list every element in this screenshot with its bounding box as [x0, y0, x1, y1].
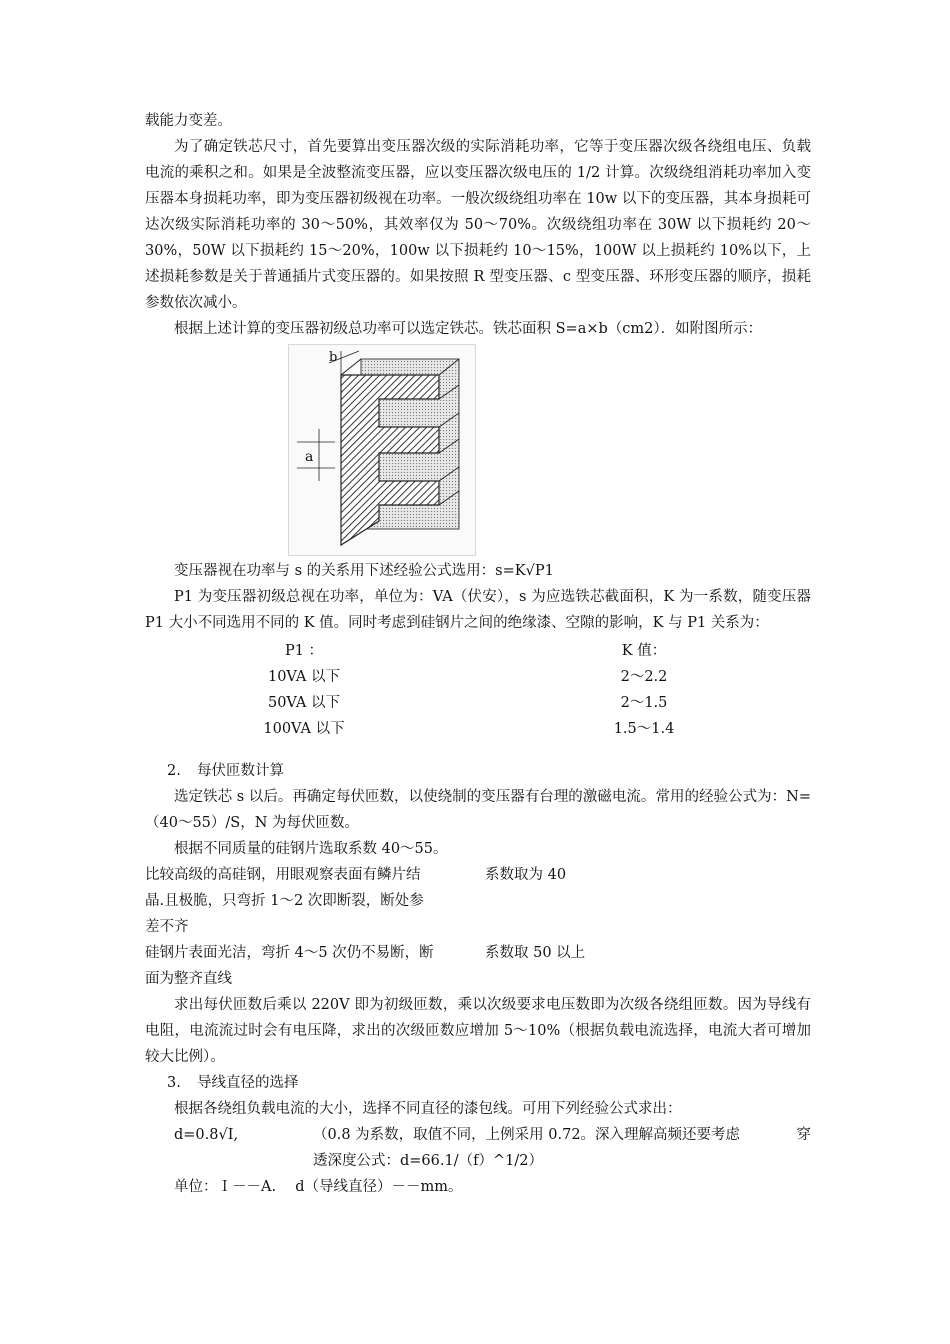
- table-cell: 50VA 以下: [267, 695, 341, 711]
- table-cell: 2～1.5: [620, 695, 668, 711]
- table-cell: 硅钢片表面光洁，弯折 4～5 次仍不易断，断: [145, 945, 434, 961]
- table-row: [145, 664, 811, 690]
- table-cell: 系数取 50 以上: [485, 945, 586, 961]
- core-figure: [288, 344, 476, 556]
- section-title: 导线直径的选择: [197, 1075, 299, 1091]
- table-cell: 100VA 以下: [263, 721, 345, 737]
- table-cell: 2～2.2: [620, 669, 668, 685]
- paragraph: 根据上述计算的变压器初级总功率可以选定铁芯。铁芯面积 S=a×b（cm2）．如附图所示：: [174, 321, 763, 337]
- section-heading: [145, 758, 811, 784]
- section-heading: [145, 1070, 811, 1096]
- table-cell: 差不齐: [145, 919, 189, 935]
- paragraph: 求出每伏匝数后乘以 220V 即为初级匝数，乘以次级要求电压数即为次级各绕组匝数。因为导线有电阻，电流流过时会有电压降，求出的次级匝数应增加 5～10%（根据负载电流选择，电流大者可增加较大比例）。: [145, 997, 811, 1065]
- section-number: 3.: [167, 1075, 181, 1091]
- label-a: a: [305, 449, 314, 465]
- table-row: [145, 966, 811, 992]
- label-b: b: [329, 350, 338, 365]
- section-title: 每伏匝数计算: [197, 763, 284, 779]
- k-value-table: [145, 638, 811, 742]
- paragraph: 根据各绕组负载电流的大小，选择不同直径的漆包线。可用下列经验公式求出：: [174, 1101, 682, 1117]
- formula-text: d=0.8√I,: [174, 1127, 239, 1143]
- section-number: 2.: [167, 763, 181, 779]
- formula-note: 透深度公式：d=66.1/（f）^1/2）: [313, 1153, 543, 1169]
- table-cell: 系数取为 40: [485, 867, 567, 883]
- core-diagram: [289, 345, 475, 555]
- paragraph: 载能力变差。: [145, 113, 232, 129]
- paragraph: 单位：Ｉ－－A. d（导线直径）－－mm。: [174, 1179, 463, 1195]
- table-cell: 10VA 以下: [267, 669, 341, 685]
- table-header: P1 ：: [284, 643, 324, 659]
- table-row: [145, 716, 811, 742]
- paragraph: P1 为变压器初级总视在功率，单位为：VA（伏安），s 为应选铁芯截面积，K 为一系数，随变压器 P1 大小不同选用不同的 K 值。同时考虑到硅钢片之间的绝缘漆、空隙的影响，K 与 P1 关系为：: [145, 589, 811, 631]
- formula-note: 穿: [796, 1127, 811, 1143]
- table-row: [145, 862, 811, 888]
- table-cell: 晶.且极脆，只弯折 1～2 次即断裂，断处参: [145, 893, 424, 909]
- table-row: [145, 940, 811, 966]
- table-row: [145, 888, 811, 914]
- paragraph: 选定铁芯 s 以后。再确定每伏匝数，以使绕制的变压器有台理的激磁电流。常用的经验公式为：N=（40～55）/S，N 为每伏匝数。: [145, 789, 811, 831]
- table-row: [145, 638, 811, 664]
- table-header: K 值：: [621, 643, 667, 659]
- document-page: [145, 108, 811, 1200]
- paragraph: 为了确定铁芯尺寸，首先要算出变压器次级的实际消耗功率，它等于变压器次级各绕组电压、负载电流的乘积之和。如果是全波整流变压器，应以变压器次级电压的 1/2 计算。次级绕组消耗功率加入变压器本身损耗功率，即为变压器初级视在功率。一般次级绕组功率在 10w 以下的变压器，其本身损耗可达次级实际消耗功率的 30～50%，其效率仅为 50～70%。次级绕组功率在 30W 以下损耗约 20～30%，50W 以下损耗约 15～20%，100w 以下损耗约 10～15%，100W 以上损耗约 10%以下，上述损耗参数是关于普通插片式变压器的。如果按照 R 型变压器、c 型变压器、环形变压器的顺序，损耗参数依次减小。: [145, 139, 811, 311]
- table-row: [145, 914, 811, 940]
- table-cell: 1.5～1.4: [613, 721, 675, 737]
- paragraph: 根据不同质量的硅钢片选取系数 40～55。: [174, 841, 448, 857]
- table-row: [145, 690, 811, 716]
- formula-note: （0.8 为系数，取值不同，上例采用 0.72。深入理解高频还要考虑: [313, 1127, 741, 1143]
- table-cell: 面为整齐直线: [145, 971, 232, 987]
- steel-table: [145, 862, 811, 992]
- wire-formula: [145, 1122, 811, 1174]
- paragraph: 变压器视在功率与 s 的关系用下述经验公式选用：s=K√P1: [174, 563, 554, 579]
- table-cell: 比较高级的高硅钢，用眼观察表面有鳞片结: [145, 867, 421, 883]
